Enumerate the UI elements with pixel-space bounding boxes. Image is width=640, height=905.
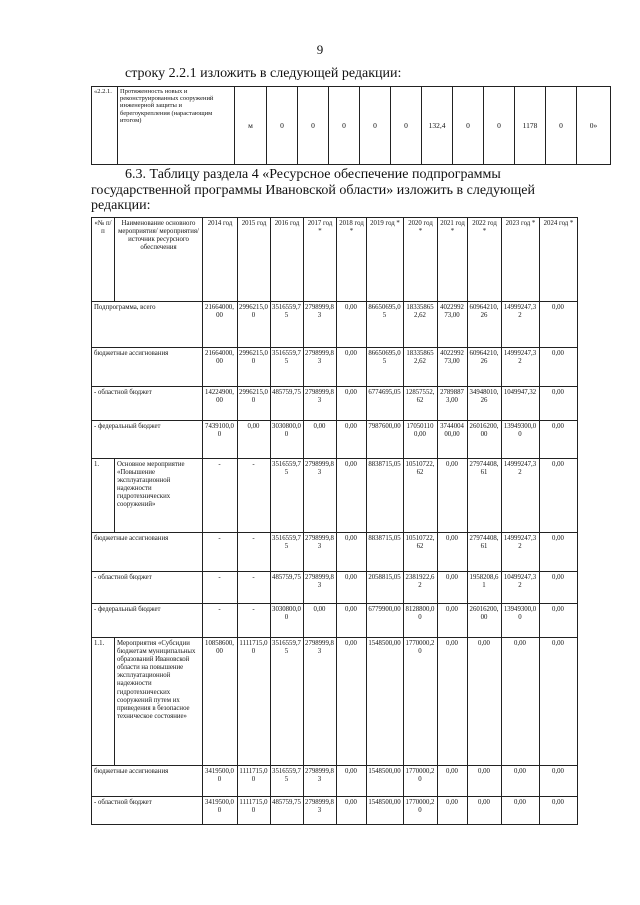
row-label: - областной бюджет — [92, 572, 203, 604]
row-value: 21664000,00 — [203, 348, 238, 387]
row-2-2-1-value: 132,4 — [422, 87, 453, 165]
paragraph-6-3-line: государственной программы Ивановской области» изложить в следующей — [91, 182, 535, 198]
row-value: 34948010,26 — [468, 387, 502, 421]
row-value: 0,00 — [502, 797, 540, 825]
row-value: - — [203, 604, 238, 638]
row-value: 10499247,32 — [502, 572, 540, 604]
row-2-2-1-value: 0 — [484, 87, 515, 165]
row-value: 0,00 — [337, 348, 367, 387]
table-row — [92, 604, 578, 638]
table-row — [92, 387, 578, 421]
paragraph-6-3 — [91, 167, 571, 214]
row-value: 2798999,83 — [304, 766, 337, 797]
row-value: 26016200,00 — [468, 604, 502, 638]
row-value: 10510722,62 — [404, 459, 438, 533]
row-value: 3516559,75 — [271, 302, 304, 348]
header-number: «№ п/п — [92, 218, 115, 302]
row-2-2-1-number: «2.2.1. — [92, 87, 118, 165]
row-value: 14999247,32 — [502, 533, 540, 572]
row-value: 0,00 — [438, 604, 468, 638]
row-value: 3419500,00 — [203, 797, 238, 825]
row-value: 0,00 — [337, 387, 367, 421]
header-year: 2024 год * — [540, 218, 578, 302]
row-value: - — [238, 604, 271, 638]
row-value: 0,00 — [304, 604, 337, 638]
row-value: 14224900,00 — [203, 387, 238, 421]
row-value: 0,00 — [304, 421, 337, 459]
row-value: 8838715,05 — [367, 533, 404, 572]
row-2-2-1-value: 0 — [298, 87, 329, 165]
header-year: 2019 год * — [367, 218, 404, 302]
row-value: 0,00 — [540, 421, 578, 459]
row-value: 0,00 — [468, 766, 502, 797]
row-value: 21664000,00 — [203, 302, 238, 348]
row-value: 10858600,00 — [203, 638, 238, 766]
row-value: 2798999,83 — [304, 572, 337, 604]
table-row — [92, 459, 578, 533]
row-value: 3516559,75 — [271, 459, 304, 533]
row-label: бюджетные ассигнования — [92, 533, 203, 572]
header-name: Наименование основного мероприятия/ мероприятия/источник ресурсного обеспечения — [115, 218, 203, 302]
row-label: Подпрограмма, всего — [92, 302, 203, 348]
row-value: 1049947,32 — [502, 387, 540, 421]
row-value: 14999247,32 — [502, 302, 540, 348]
row-value: 2381922,62 — [404, 572, 438, 604]
header-year: 2015 год — [238, 218, 271, 302]
row-value: 0,00 — [540, 604, 578, 638]
row-value: 14999247,32 — [502, 348, 540, 387]
header-year: 2020 год * — [404, 218, 438, 302]
row-value: 1770000,20 — [404, 766, 438, 797]
row-2-2-1-table — [91, 86, 611, 165]
row-value: 1548500,00 — [367, 766, 404, 797]
row-value: 10510722,62 — [404, 533, 438, 572]
row-value: 0,00 — [337, 766, 367, 797]
row-value: 0,00 — [468, 797, 502, 825]
row-value: 2058815,05 — [367, 572, 404, 604]
row-value: 7439100,00 — [203, 421, 238, 459]
row-value: 27974408,61 — [468, 459, 502, 533]
row-value: 8838715,05 — [367, 459, 404, 533]
row-number: 1.1. — [92, 638, 115, 766]
row-value: - — [238, 572, 271, 604]
row-value: 3419500,00 — [203, 766, 238, 797]
resource-table — [91, 217, 578, 825]
row-value: 14999247,32 — [502, 459, 540, 533]
row-value: 485759,75 — [271, 387, 304, 421]
row-value: 3030800,00 — [271, 604, 304, 638]
resource-table-header — [92, 218, 578, 302]
row-value: 6779900,00 — [367, 604, 404, 638]
row-value: 0,00 — [238, 421, 271, 459]
row-2-2-1-value: 0 — [453, 87, 484, 165]
row-value: 3516559,75 — [271, 348, 304, 387]
row-value: 3516559,75 — [271, 766, 304, 797]
row-value: 0,00 — [438, 533, 468, 572]
row-value: 402299273,00 — [438, 302, 468, 348]
row-value: 0,00 — [337, 604, 367, 638]
header-year: 2018 год * — [337, 218, 367, 302]
row-value: 0,00 — [438, 572, 468, 604]
row-value: 0,00 — [468, 638, 502, 766]
row-value: 0,00 — [540, 797, 578, 825]
row-value: 0,00 — [337, 459, 367, 533]
row-value: 27898873,00 — [438, 387, 468, 421]
row-2-2-1-unit: м — [235, 87, 267, 165]
row-value: 2996215,00 — [238, 302, 271, 348]
header-year: 2014 год — [203, 218, 238, 302]
row-label: - федеральный бюджет — [92, 604, 203, 638]
row-value: 0,00 — [540, 302, 578, 348]
row-value: 3516559,75 — [271, 638, 304, 766]
row-value: 0,00 — [540, 533, 578, 572]
table-row — [92, 572, 578, 604]
row-value: 0,00 — [438, 797, 468, 825]
header-year: 2023 год * — [502, 218, 540, 302]
row-value: 3030800,00 — [271, 421, 304, 459]
header-year: 2021 год * — [438, 218, 468, 302]
row-value: 0,00 — [337, 638, 367, 766]
row-value: 1958208,61 — [468, 572, 502, 604]
row-2-2-1-value: 0 — [546, 87, 577, 165]
row-value: 2996215,00 — [238, 387, 271, 421]
row-value: 86650695,05 — [367, 348, 404, 387]
page-number: 9 — [316, 42, 324, 57]
row-value: 485759,75 — [271, 572, 304, 604]
row-value: 1770000,20 — [404, 638, 438, 766]
row-value: 183358652,62 — [404, 348, 438, 387]
row-value: 86650695,05 — [367, 302, 404, 348]
row-value: 26016200,00 — [468, 421, 502, 459]
row-value: 13949300,00 — [502, 421, 540, 459]
header-year: 2022 год * — [468, 218, 502, 302]
row-value: 2798999,83 — [304, 638, 337, 766]
row-value: 2798999,83 — [304, 302, 337, 348]
table-row — [92, 638, 578, 766]
row-2-2-1-value: 0 — [267, 87, 298, 165]
row-value: - — [203, 459, 238, 533]
row-value: 60964210,26 — [468, 348, 502, 387]
row-value: 1111715,00 — [238, 766, 271, 797]
row-value: 3516559,75 — [271, 533, 304, 572]
row-value: 7987600,00 — [367, 421, 404, 459]
row-value: 0,00 — [337, 572, 367, 604]
row-value: 0,00 — [540, 766, 578, 797]
row-value: 0,00 — [540, 459, 578, 533]
row-value: 8128800,00 — [404, 604, 438, 638]
row-value: 0,00 — [540, 638, 578, 766]
row-value: 0,00 — [438, 459, 468, 533]
row-value: - — [203, 533, 238, 572]
row-value: 0,00 — [540, 348, 578, 387]
table-row — [92, 421, 578, 459]
row-value: 183358652,62 — [404, 302, 438, 348]
paragraph-row-2-2-1: строку 2.2.1 изложить в следующей редакции: — [125, 66, 402, 81]
row-2-2-1-indicator: Протяженность новых и реконструированных сооружений инженерной защиты и берегоукрепления (нарастающим итогом) — [118, 87, 235, 165]
row-value: 2798999,83 — [304, 348, 337, 387]
header-year: 2017 год * — [304, 218, 337, 302]
row-value: 0,00 — [502, 766, 540, 797]
row-value: 60964210,26 — [468, 302, 502, 348]
row-value: 13949300,00 — [502, 604, 540, 638]
row-value: 1111715,00 — [238, 797, 271, 825]
row-value: 402299273,00 — [438, 348, 468, 387]
row-2-2-1-value: 0» — [577, 87, 611, 165]
row-value: 2798999,83 — [304, 533, 337, 572]
row-value: 0,00 — [502, 638, 540, 766]
row-value: 0,00 — [540, 387, 578, 421]
row-value: 0,00 — [337, 797, 367, 825]
row-number: 1. — [92, 459, 115, 533]
table-row — [92, 766, 578, 797]
row-value: - — [203, 572, 238, 604]
row-value: 374400400,00 — [438, 421, 468, 459]
row-value: 2798999,83 — [304, 459, 337, 533]
row-value: 1548500,00 — [367, 797, 404, 825]
table-row — [92, 348, 578, 387]
row-value: 27974408,61 — [468, 533, 502, 572]
row-label: - областной бюджет — [92, 797, 203, 825]
row-value: - — [238, 459, 271, 533]
row-value: 0,00 — [337, 302, 367, 348]
row-2-2-1-value: 0 — [329, 87, 360, 165]
row-2-2-1-value: 0 — [391, 87, 422, 165]
row-value: 2798999,83 — [304, 387, 337, 421]
row-value: 0,00 — [337, 533, 367, 572]
row-value: 2798999,83 — [304, 797, 337, 825]
row-value: 12857552,62 — [404, 387, 438, 421]
row-2-2-1-value: 1178 — [515, 87, 546, 165]
table-row — [92, 302, 578, 348]
row-value: 2996215,00 — [238, 348, 271, 387]
table-row — [92, 533, 578, 572]
row-value: 485759,75 — [271, 797, 304, 825]
paragraph-6-3-line: 6.3. Таблицу раздела 4 «Ресурсное обеспечение подпрограммы — [125, 167, 501, 182]
row-value: - — [238, 533, 271, 572]
row-value: 1111715,00 — [238, 638, 271, 766]
row-label: Мероприятия «Субсидии бюджетам муниципальных образований Ивановской области на повышение эксплуатационной надежности гидротехнических сооружений путем их приведения в безопасное техническое состояние» — [115, 638, 203, 766]
row-value: 6774695,05 — [367, 387, 404, 421]
row-label: - федеральный бюджет — [92, 421, 203, 459]
row-value: 0,00 — [337, 421, 367, 459]
row-label: бюджетные ассигнования — [92, 766, 203, 797]
paragraph-6-3-line: редакции: — [91, 198, 151, 214]
row-label: бюджетные ассигнования — [92, 348, 203, 387]
row-value: 0,00 — [438, 638, 468, 766]
row-value: 1548500,00 — [367, 638, 404, 766]
row-value: 170501100,00 — [404, 421, 438, 459]
row-value: 0,00 — [438, 766, 468, 797]
row-label: Основное мероприятие «Повышение эксплуатационной надежности гидротехнических сооружений» — [115, 459, 203, 533]
table-row — [92, 797, 578, 825]
header-year: 2016 год — [271, 218, 304, 302]
row-value: 1770000,20 — [404, 797, 438, 825]
row-2-2-1-value: 0 — [360, 87, 391, 165]
resource-table-body — [92, 302, 578, 825]
row-value: 0,00 — [540, 572, 578, 604]
row-label: - областной бюджет — [92, 387, 203, 421]
